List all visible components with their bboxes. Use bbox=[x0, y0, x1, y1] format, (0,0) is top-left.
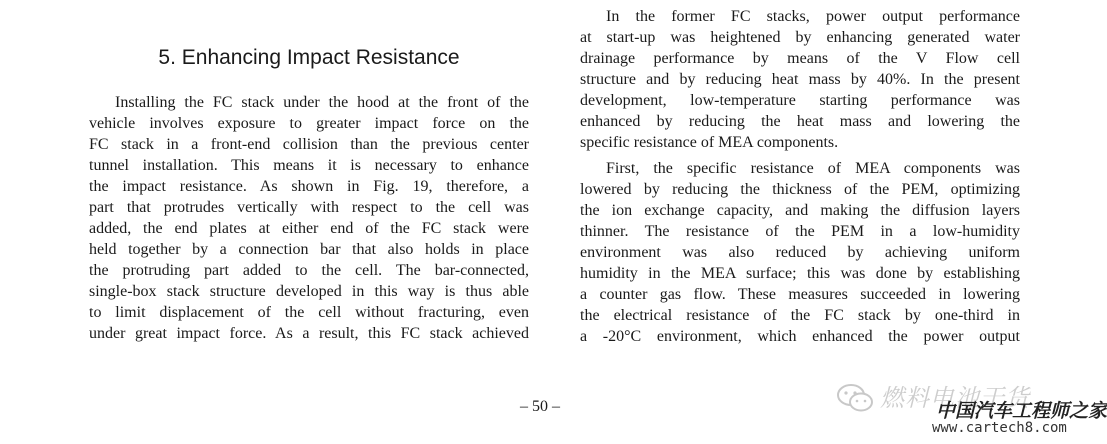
right-line: a counter gas flow. These measures succeeded in lowering bbox=[580, 286, 1020, 303]
wechat-logo-icon bbox=[836, 382, 874, 414]
right-line: the electrical resistance of the FC stack by one-third in bbox=[580, 307, 1020, 324]
right-line: enhanced by reducing the heat mass and lowering the bbox=[580, 113, 1020, 130]
right-line: specific resistance of MEA components. bbox=[580, 134, 839, 151]
watermark-site-name: 中国汽车工程师之家 bbox=[936, 400, 1107, 422]
page-number: – 50 – bbox=[520, 398, 560, 415]
left-line: to limit displacement of the cell without fracturing, even bbox=[89, 304, 529, 321]
left-line: single-box stack structure developed in this way is thus able bbox=[89, 283, 529, 300]
right-line: environment was also reduced by achieving uniform bbox=[580, 244, 1020, 261]
right-line: thinner. The resistance of the PEM in a low-humidity bbox=[580, 223, 1020, 240]
watermark-url: www.cartech8.com bbox=[932, 420, 1067, 436]
left-line: held together by a connection bar that also holds in place bbox=[89, 241, 529, 258]
left-line: Installing the FC stack under the hood at the front of the bbox=[115, 94, 529, 111]
right-line: the ion exchange capacity, and making the diffusion layers bbox=[580, 202, 1020, 219]
right-line: structure and by reducing heat mass by 40%. In the present bbox=[580, 71, 1020, 88]
left-line: part that protrudes vertically with respect to the cell was bbox=[89, 199, 529, 216]
left-line: tunnel installation. This means it is necessary to enhance bbox=[89, 157, 529, 174]
right-line: In the former FC stacks, power output performance bbox=[606, 8, 1020, 25]
left-line: added, the end plates at either end of the FC stack were bbox=[89, 220, 529, 237]
left-line: under great impact force. As a result, this FC stack achieved bbox=[89, 325, 529, 342]
left-line: vehicle involves exposure to greater impact force on the bbox=[89, 115, 529, 132]
section-heading: 5. Enhancing Impact Resistance bbox=[158, 46, 460, 69]
right-line: development, low-temperature starting performance was bbox=[580, 92, 1020, 109]
right-line: drainage performance by means of the V Flow cell bbox=[580, 50, 1020, 67]
right-line: humidity in the MEA surface; this was done by establishing bbox=[580, 265, 1020, 282]
watermark-top-text: 燃料电池干货 bbox=[880, 384, 1030, 412]
right-line: at start-up was heightened by enhancing generated water bbox=[580, 29, 1020, 46]
right-line: lowered by reducing the thickness of the PEM, optimizing bbox=[580, 181, 1020, 198]
right-line: a -20°C environment, which enhanced the power output bbox=[580, 328, 1020, 345]
right-line: First, the specific resistance of MEA components was bbox=[606, 160, 1020, 177]
left-line: FC stack in a front-end collision than the previous center bbox=[89, 136, 529, 153]
watermark bbox=[836, 378, 1107, 440]
left-line: the impact resistance. As shown in Fig. 19, therefore, a bbox=[89, 178, 529, 195]
left-line: the protruding part added to the cell. The bar-connected, bbox=[89, 262, 529, 279]
